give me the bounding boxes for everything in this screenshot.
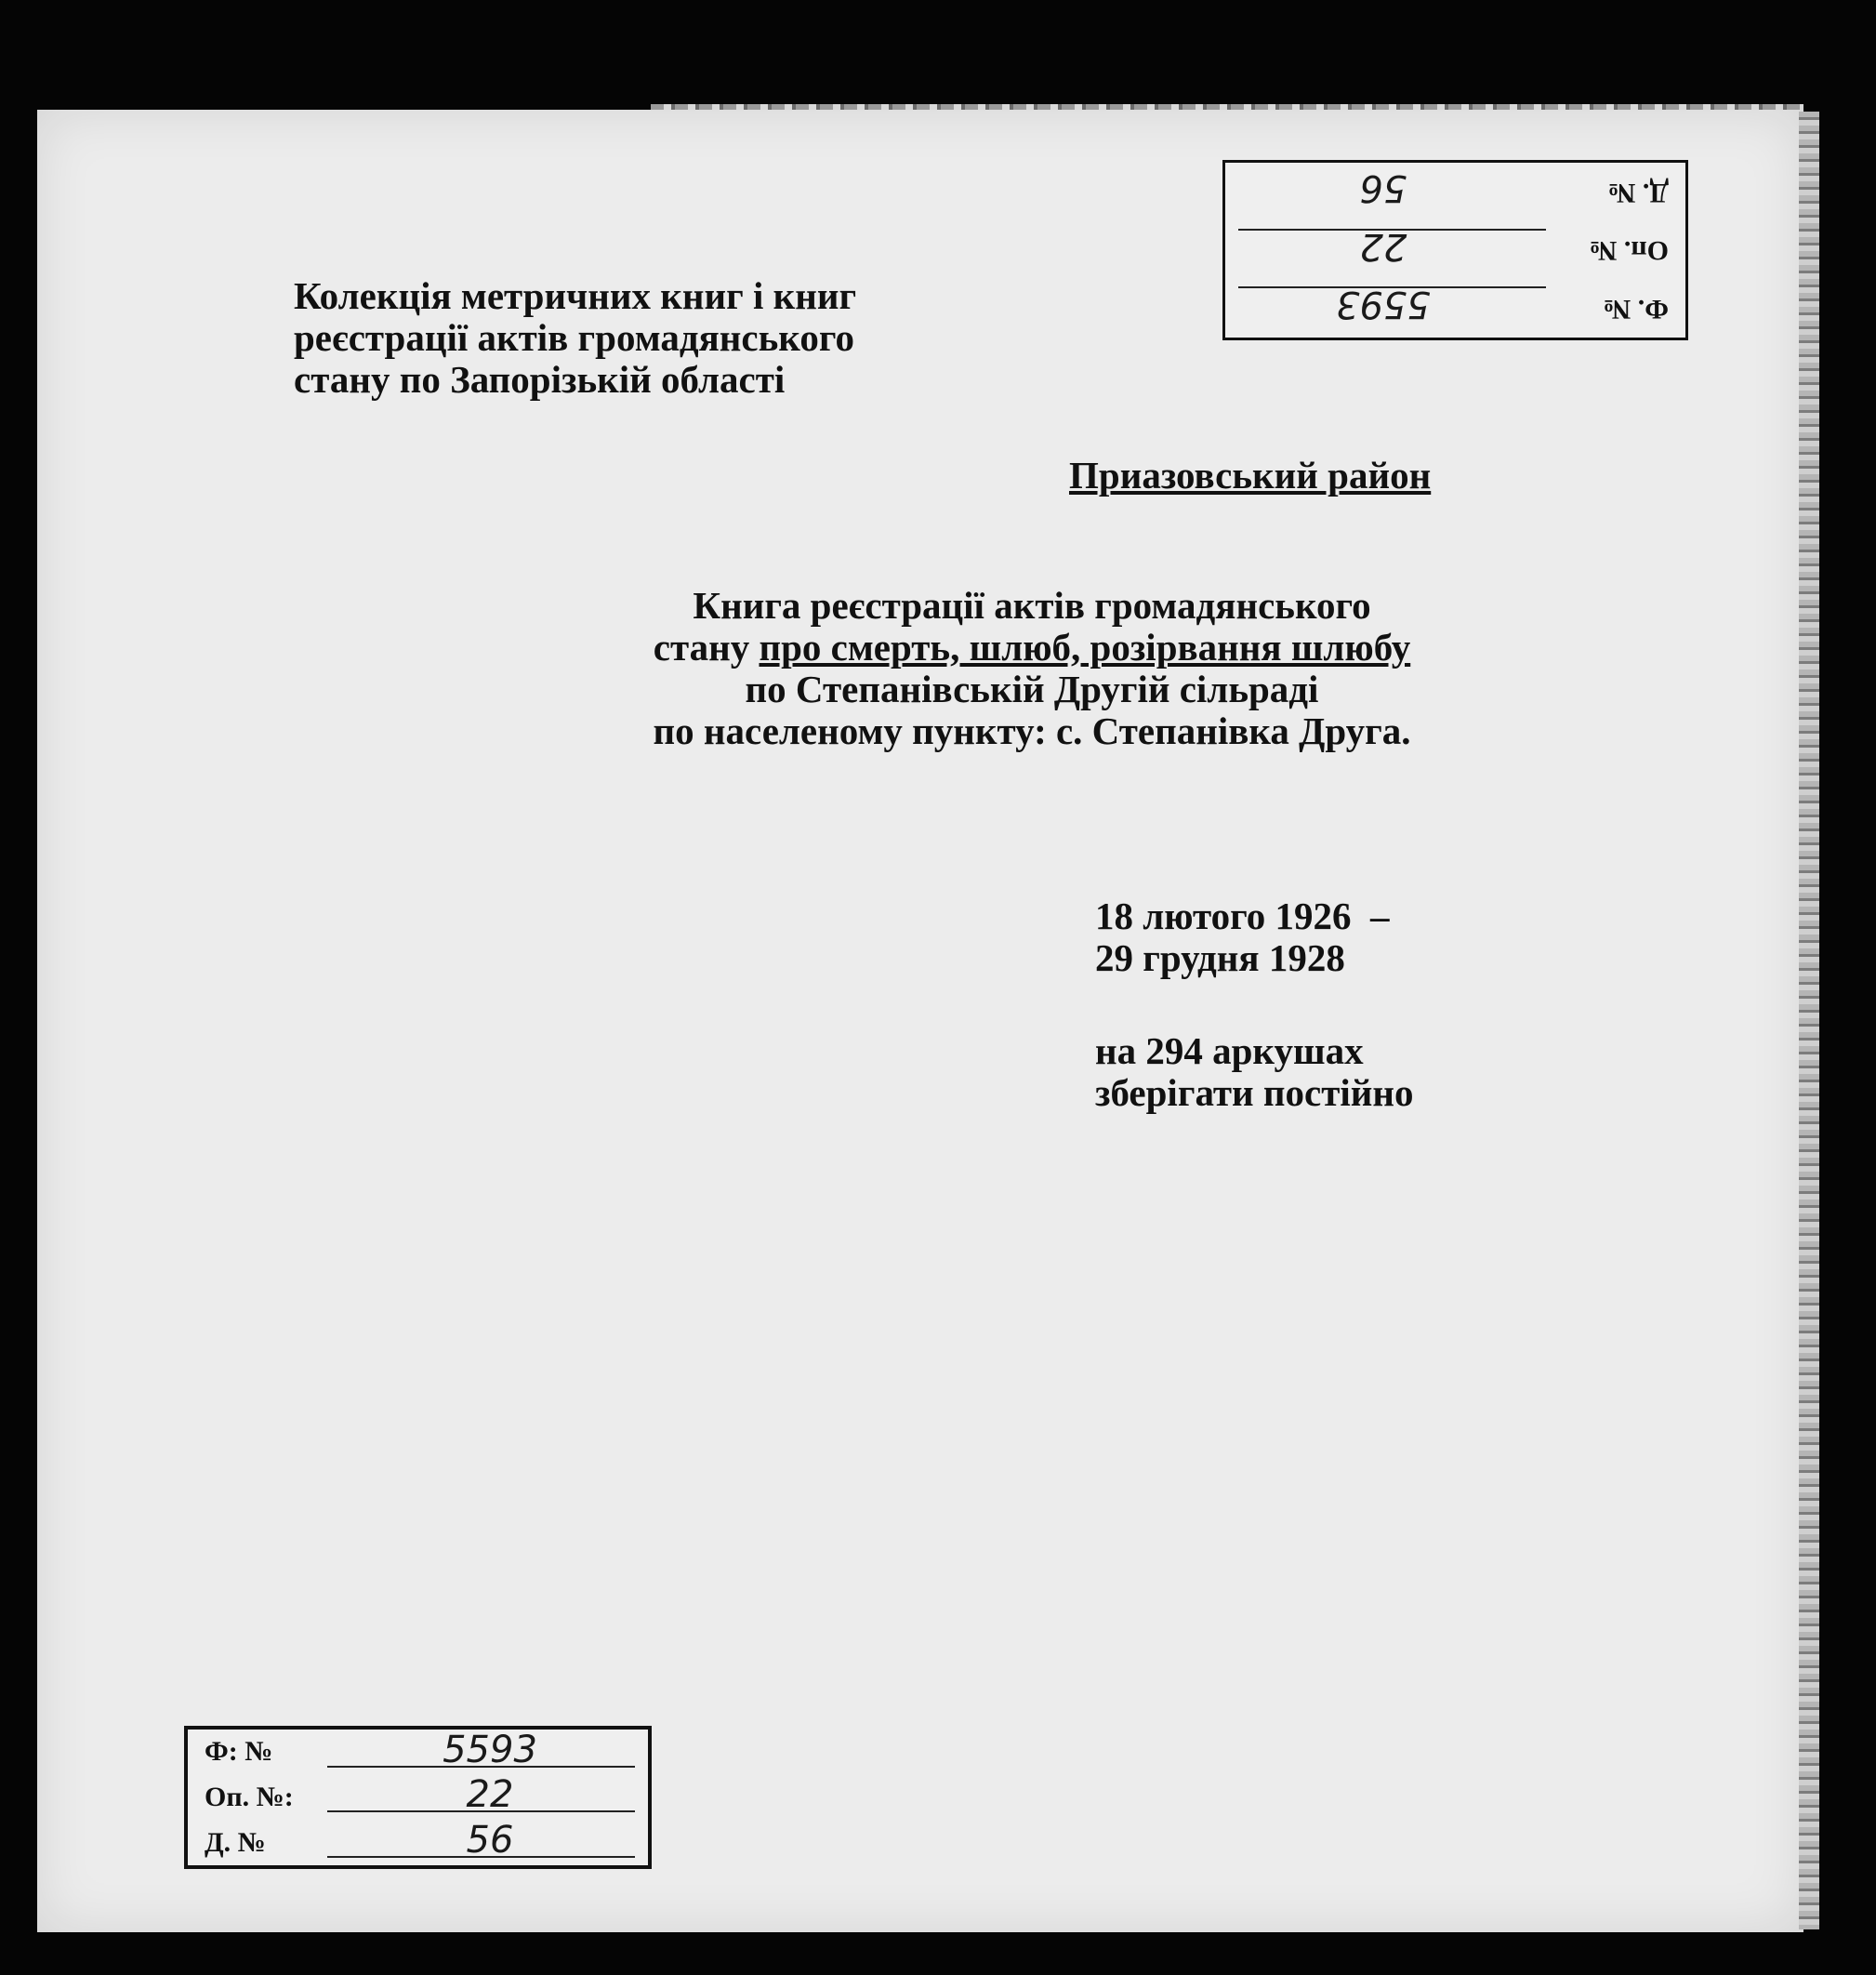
retention-note: зберігати постійно bbox=[1095, 1071, 1414, 1114]
stamp-row-sprava bbox=[1225, 163, 1685, 221]
stamp-row-sprava bbox=[188, 1820, 648, 1865]
stamp-opys-value: 22 bbox=[1359, 224, 1407, 268]
book-title bbox=[521, 585, 1543, 752]
sheet-info bbox=[1095, 1030, 1414, 1114]
book-line bbox=[521, 627, 1543, 669]
book-line: по населеному пункту: с. Степанівка Друга. bbox=[653, 709, 1411, 752]
collection-line: Колекція метричних книг і книг bbox=[294, 274, 857, 317]
book-line-prefix: стану bbox=[653, 626, 760, 669]
collection-line: стану по Запорізькій області bbox=[294, 358, 786, 401]
book-line: Книга реєстрації актів громадянського bbox=[693, 584, 1371, 627]
book-record-types: про смерть, шлюб, розірвання шлюбу bbox=[759, 626, 1411, 669]
stamp-row-fond bbox=[1225, 279, 1685, 338]
stamp-fond-value: 5593 bbox=[443, 1728, 537, 1771]
stamp-fond-value: 5593 bbox=[1336, 283, 1431, 326]
date-range bbox=[1095, 895, 1390, 979]
district-heading: Приазовський район bbox=[1069, 454, 1432, 497]
stamp-sprava-label: Д. № bbox=[205, 1826, 266, 1858]
collection-line: реєстрації актів громадянського bbox=[294, 316, 854, 359]
archive-stamp-top bbox=[1222, 160, 1688, 340]
stamp-opys-label: Оп. №: bbox=[205, 1781, 294, 1812]
collection-title bbox=[294, 275, 856, 401]
stamp-row-opys bbox=[1225, 221, 1685, 280]
stamp-sprava-value: 56 bbox=[466, 1818, 514, 1862]
stamp-row-opys bbox=[188, 1775, 648, 1821]
stamp-fond-label: Ф. № bbox=[1603, 293, 1669, 325]
date-from: 18 лютого 1926 – bbox=[1095, 895, 1390, 937]
stamp-opys-label: Оп. № bbox=[1589, 235, 1669, 267]
date-to: 29 грудня 1928 bbox=[1095, 936, 1345, 979]
stamp-sprava-label: Д. № bbox=[1607, 177, 1669, 208]
page-edge-right bbox=[1799, 112, 1819, 1929]
book-line: по Степанівській Другій сільраді bbox=[745, 668, 1319, 710]
stamp-opys-value: 22 bbox=[466, 1773, 514, 1817]
stamp-row-fond bbox=[188, 1730, 648, 1775]
archive-stamp-bottom bbox=[184, 1726, 652, 1869]
sheet-count: на 294 аркушах bbox=[1095, 1029, 1364, 1072]
stamp-sprava-value: 56 bbox=[1359, 166, 1407, 210]
stamp-fond-label: Ф: № bbox=[205, 1736, 273, 1768]
